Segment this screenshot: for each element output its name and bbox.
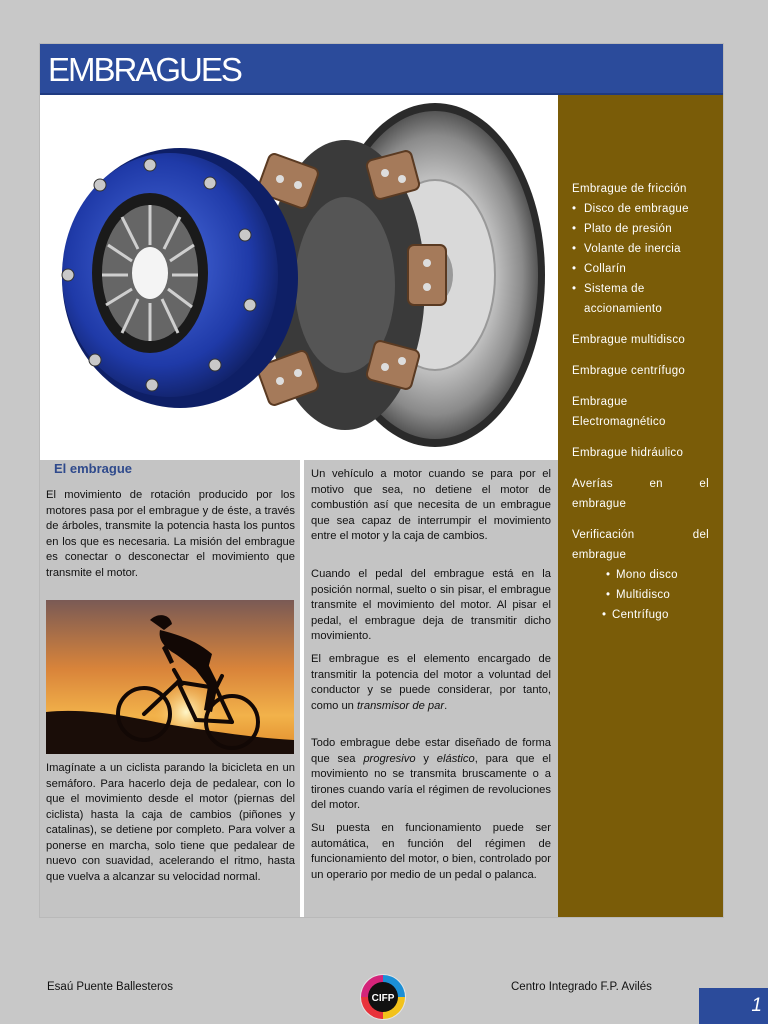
cifp-logo-icon [359, 973, 407, 1021]
paragraph: Un vehículo a motor cuando se para por el motivo que sea, no detiene el motor de combustión así que necesita de un embrague que sea capaz de interrumpir el movimiento entre el motor y la caja de cambios. [311, 468, 551, 542]
sidebar-item-electro: Embrague [572, 396, 628, 408]
text: , para que el movimiento no se transmita bruscamente o a tirones cuando varía el régimen de revoluciones del motor. [311, 752, 552, 811]
sidebar-item-verificacion [572, 525, 709, 545]
sidebar-item-multidisco: Embrague multidisco [572, 334, 686, 346]
logo-graphic [359, 973, 407, 1021]
clutch-image [40, 95, 558, 460]
cyclist-sunset-image [46, 600, 294, 754]
paragraph: Su puesta en funcionamiento puede ser automática, en función del régimen de funcionamiento del motor, o bien, controlado por un operario por medio de un pedal o palanca. [311, 822, 551, 881]
clutch-assembly-image [40, 95, 558, 460]
paragraph: Cuando el pedal del embrague está en la posición normal, suelto o sin pisar, el embrague transmite el movimiento del motor. Al pisar el pedal, el embrague deja de transmitir dicho movimiento. [311, 568, 551, 642]
emphasis: elástico [436, 752, 475, 765]
emphasis: transmisor de par [357, 699, 445, 712]
footer-center: Centro Integrado F.P. Avilés [511, 981, 652, 993]
word: Averías [572, 478, 613, 490]
word: del [692, 529, 709, 541]
paragraph: Imagínate a un ciclista parando la bicicleta en un semáforo. Para hacerlo deja de pedalear, con lo que el movimiento desde el motor (piernas del ciclista) hasta la caja de cambios (piñones y catalinas), se detiene por completo. Para volver a ponerse en marcha, solo tiene que pedalear de nuevo con suavidad, acelerando el ritmo, hasta que vuelva a alcanzar su velocidad normal. [46, 762, 295, 883]
title-bar [40, 44, 723, 95]
list-item: • Disco de embrague [572, 199, 709, 219]
sidebar-item-verificacion-line2: embrague [572, 549, 627, 561]
list-item: • Plato de presión [572, 219, 709, 239]
cyclist-photo [46, 600, 294, 754]
sidebar-item-electro-line2: Electromagnético [572, 416, 666, 428]
word: el [699, 478, 709, 490]
verificacion-list [572, 565, 709, 625]
list-item: • Multidisco [606, 585, 709, 605]
sidebar-index [558, 95, 723, 917]
paragraph [311, 652, 551, 714]
list-item: • Centrífugo [602, 605, 709, 625]
friccion-list [572, 199, 709, 319]
paragraph [311, 736, 551, 814]
list-item: • Volante de inercia [572, 239, 709, 259]
sidebar-item-hidraulico: Embrague hidráulico [572, 447, 684, 459]
logo-text: CIFP [371, 993, 395, 1004]
text: El embrague es el elemento encargado de transmitir la potencia del motor a voluntad del conductor y se puede considerar, por tanto, como un [311, 653, 551, 712]
emphasis: progresivo [363, 752, 416, 765]
list-item: • Collarín [572, 259, 709, 279]
sidebar-item-centrifugo: Embrague centrífugo [572, 365, 686, 377]
text: . [444, 699, 448, 712]
word: Verificación [572, 529, 635, 541]
list-item: • Sistema de [572, 279, 709, 299]
footer-author: Esaú Puente Ballesteros [47, 981, 173, 993]
list-item: • Mono disco [606, 565, 709, 585]
sidebar-item-friccion: Embrague de fricción [572, 183, 687, 195]
list-item-continuation: accionamiento [584, 303, 663, 315]
text: Todo embrague debe estar diseñado de forma que sea [311, 737, 551, 765]
sidebar-item-averias-line2: embrague [572, 498, 627, 510]
paragraph: El movimiento de rotación producido por los motores pasa por el embrague y de éste, a través de árboles, transmite la potencia hasta los puntos en los que es necesaria. La misión del embrague es conectar o desconectar el movimiento que transmite el motor. [46, 489, 295, 579]
page-number: 1 [699, 988, 768, 1024]
section-subtitle: El embrague [54, 461, 133, 476]
text: y [415, 752, 437, 765]
word: en [649, 478, 663, 490]
sidebar-item-averias [572, 474, 709, 494]
page-title: EMBRAGUES [48, 51, 241, 88]
